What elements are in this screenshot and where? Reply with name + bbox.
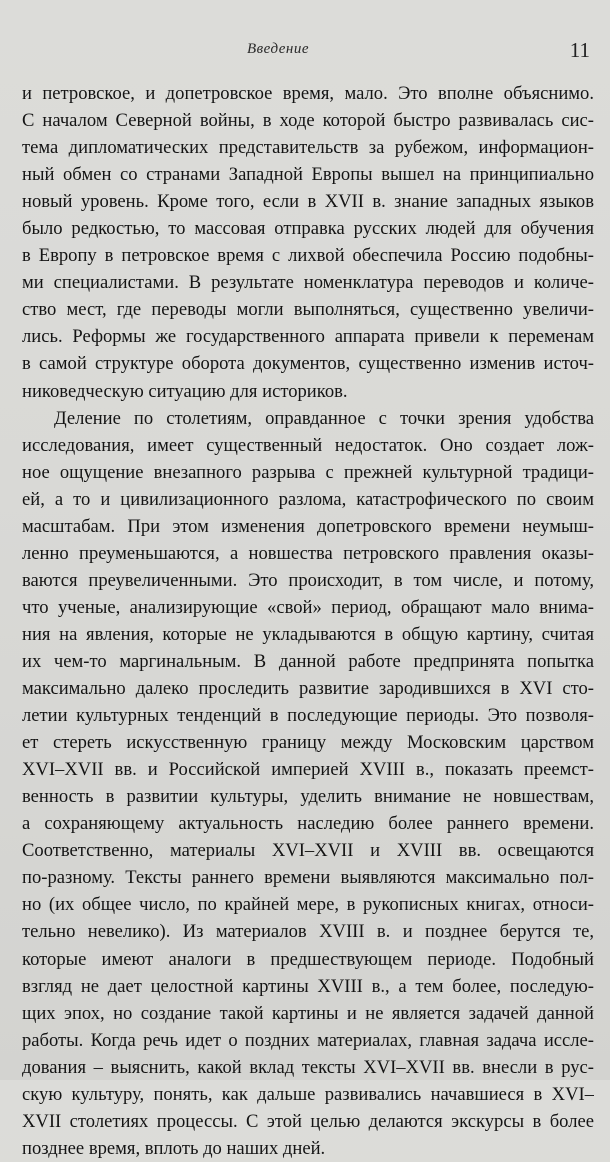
text-line: взгляд не дает целостной картины XVIII в., а тем более, последую- (22, 975, 594, 997)
text-line: С началом Северной войны, в ходе которой быстро развивалась сис- (22, 110, 594, 132)
text-line: венность в развитии культуры, уделить внимание не новшествам, (22, 786, 594, 808)
text-line: масштабам. При этом изменения допетровского времени неумыш- (22, 515, 594, 537)
text-line: максимально далеко проследить развитие зародившихся в XVI сто- (22, 678, 594, 700)
text-line: позднее время, вплоть до наших дней. (22, 1137, 326, 1159)
text-line: в самой структуре оборота документов, существенно изменив источ- (22, 353, 594, 375)
text-line: которые имеют аналоги в предшествующем периоде. Подобный (22, 948, 594, 970)
text-line: XVII столетиях процессы. С этой целью делаются экскурсы в более (22, 1110, 594, 1132)
text-line: ния на явления, которые не укладываются в общую картину, считая (22, 623, 594, 645)
text-line: новый уровень. Кроме того, если в XVII в. знание западных языков (22, 191, 594, 213)
text-line: никоведческую ситуацию для историков. (22, 380, 348, 402)
text-line: дования – выяснить, какой вклад тексты XVI–XVII вв. внесли в рус- (22, 1056, 594, 1078)
text-line: лись. Реформы же государственного аппарата привели к переменам (22, 326, 594, 348)
text-line: Соответственно, материалы XVI–XVII и XVIII вв. освещаются (22, 840, 594, 862)
text-line: летии культурных тенденций в последующие периоды. Это позволя- (22, 705, 594, 727)
text-line: ет стереть искусственную границу между Московским царством (22, 732, 594, 754)
text-line: что ученые, анализирующие «свой» период, обращают мало внима- (22, 596, 594, 618)
page-number: 11 (569, 38, 590, 62)
text-line: исследования, имеет существенный недостаток. Оно создает лож- (22, 434, 594, 456)
text-line: ваются преувеличенными. Это происходит, в том числе, и потому, (22, 569, 594, 591)
text-line: и петровское, и допетровское время, мало. Это вполне объяснимо. (22, 83, 594, 104)
text-line: скую культуру, понять, как дальше развивались начавшиеся в XVI– (22, 1083, 594, 1105)
text-line: в Европу в петровское время с лихвой обеспечила Россию подобны- (22, 245, 594, 267)
text-line: их чем-то маргинальным. В данной работе предпринята попытка (22, 650, 594, 672)
text-line: Деление по столетиям, оправданное с точки зрения удобства (54, 407, 594, 429)
running-title: Введение (247, 41, 309, 57)
text-line: тельно невелико). Из материалов XVIII в. и позднее берутся те, (22, 921, 594, 943)
text-line: ленно преуменьшаются, а новшества петровского правления оказы- (22, 542, 594, 564)
text-line: XVI–XVII вв. и Российской империей XVIII в., показать преемст- (22, 759, 594, 781)
text-line: щих эпох, но создание такой картины и не является задачей данной (22, 1002, 594, 1024)
text-line: ное ощущение внезапного разрыва с прежней культурной традици- (22, 461, 594, 483)
text-line: работы. Когда речь идет о поздних материалах, главная задача иссле- (22, 1029, 594, 1051)
text-line: но (их общее число, по крайней мере, в рукописных книгах, относи- (22, 894, 594, 916)
text-line: тема дипломатических представительств за рубежом, информацион- (22, 137, 594, 159)
text-line: было редкостью, то массовая отправка русских людей для обучения (22, 218, 594, 240)
text-line: ми специалистами. В результате номенклатура переводов и количе- (22, 272, 594, 294)
running-head (0, 38, 610, 62)
text-line: ей, а то и цивилизационного разлома, катастрофического по своим (22, 488, 594, 510)
text-line: по-разному. Тексты раннего времени выявляются максимально пол- (22, 867, 594, 889)
body-text (22, 80, 594, 1162)
text-line: ный обмен со странами Западной Европы вышел на принципиально (22, 164, 594, 186)
text-line: а сохраняющему актуальность наследию более раннего времени. (22, 813, 594, 835)
text-line: ство мест, где переводы могли выполняться, существенно увеличи- (22, 299, 594, 321)
